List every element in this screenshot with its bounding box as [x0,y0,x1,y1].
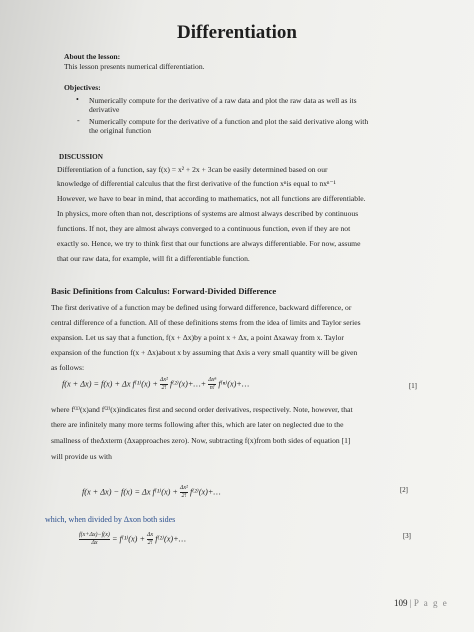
basic-line-4: expansion of the function f(x + Δx)about x by assuming that Δxis a very small quantity will be given [51,348,358,357]
equation-3: $\frac{f(x+\Delta x)-f(x)}{\Delta x}$ = f⁽¹⁾(x) + $\frac{\Delta x}{2!}$ f⁽²⁾(x)+… [79,532,186,546]
equation-2-fraction: $\frac{\text{Δx²}}{2!}$ [179,485,188,499]
where-line-2: there are infinitely many more terms following after this, which are later on neglected due to the [51,420,344,429]
about-heading: About the lesson: [64,52,121,61]
equation-3-fraction-a: $\frac{f(x+\Delta x)-f(x)}{\Delta x}$ [79,532,110,546]
equation-3-number: [3] [403,533,411,540]
discussion-line-3: However, we have to bear in mind, that according to mathematics, not all functions are differentiable. [57,194,366,203]
equation-3-fraction-b: $\frac{\Delta x}{2!}$ [147,532,154,546]
objective-bullet-1: • [76,95,79,104]
equation-2: f(x + Δx) − f(x) = Δx f⁽¹⁾(x) + $\frac{\text{Δx²}}{2!}$ f⁽²⁾(x)+… [82,485,221,499]
discussion-heading: DISCUSSION [59,153,103,161]
page-label: P a g e [413,598,449,608]
equation-1-number: [1] [409,383,417,390]
objective-2-line-2: the original function [89,126,151,135]
discussion-line-7: that our raw data, for example, will fit a differentiable function. [57,254,250,263]
discussion-line-4: In physics, more often than not, descriptions of systems are almost always described by continuous [57,209,359,218]
divided-by-line: which, when divided by Δxon both sides [45,515,176,524]
equation-2-number: [2] [400,487,408,494]
objective-2-line-1: Numerically compute for the derivative of a function and plot the said derivative along with [89,117,369,126]
discussion-line-2: knowledge of differential calculus that the first derivative of the function xⁿis equal to nxⁿ⁻¹ [57,179,336,188]
discussion-line-1: Differentiation of a function, say f(x) = x² + 2x + 3can be easily determined based on our [57,165,328,174]
footer-separator: | [409,598,412,608]
objectives-heading: Objectives: [64,83,101,92]
page-title: Differentiation [177,22,297,43]
objective-bullet-2: - [77,116,80,125]
equation-1-fraction-b: $\frac{\text{Δxⁿ}}{n!}$ [208,377,217,391]
page-number: 109 [394,598,408,608]
objective-1-line-1: Numerically compute for the derivative of a raw data and plot the raw data as well as its [89,96,357,105]
where-line-4: will provide us with [51,452,112,461]
equation-1: f(x + Δx) = f(x) + Δx f⁽¹⁾(x) + $\frac{\text{Δx²}}{2!}$ f⁽²⁾(x)+…+ $\frac{\text{Δxⁿ}}{n!}$ f⁽ⁿ⁾(x)+… [62,377,250,391]
basic-line-5: as follows: [51,363,85,372]
basic-line-3: expansion. Let us say that a function, f(x + Δx)by a point x + Δx, a point Δxaway from x. Taylor [51,333,344,342]
equation-1-fraction-a: $\frac{\text{Δx²}}{2!}$ [159,377,168,391]
basic-line-2: central difference of a function. All of these definitions stems from the idea of limits and Taylor series [51,318,361,327]
about-text: This lesson presents numerical differentiation. [64,62,205,71]
discussion-line-6: exactly so. Hence, we try to think first that our functions are always differentiable. For now, assume [57,239,361,248]
objective-1-line-2: derivative [89,105,120,114]
discussion-line-5: functions. If not, they are almost always converged to a continuous function, even if they are not [57,224,351,233]
where-line-3: smallness of theΔxterm (Δxapproaches zero). Now, subtracting f(x)from both sides of equation [1] [51,436,351,445]
basic-definitions-heading: Basic Definitions from Calculus: Forward-Divided Difference [51,286,277,296]
page-footer [394,598,448,608]
where-line-1: where f⁽¹⁾(x)and f⁽²⁾(x)indicates first and second order derivatives, respectively. Note, however, that [51,405,353,414]
basic-line-1: The first derivative of a function may be defined using forward difference, backward difference, or [51,303,352,312]
